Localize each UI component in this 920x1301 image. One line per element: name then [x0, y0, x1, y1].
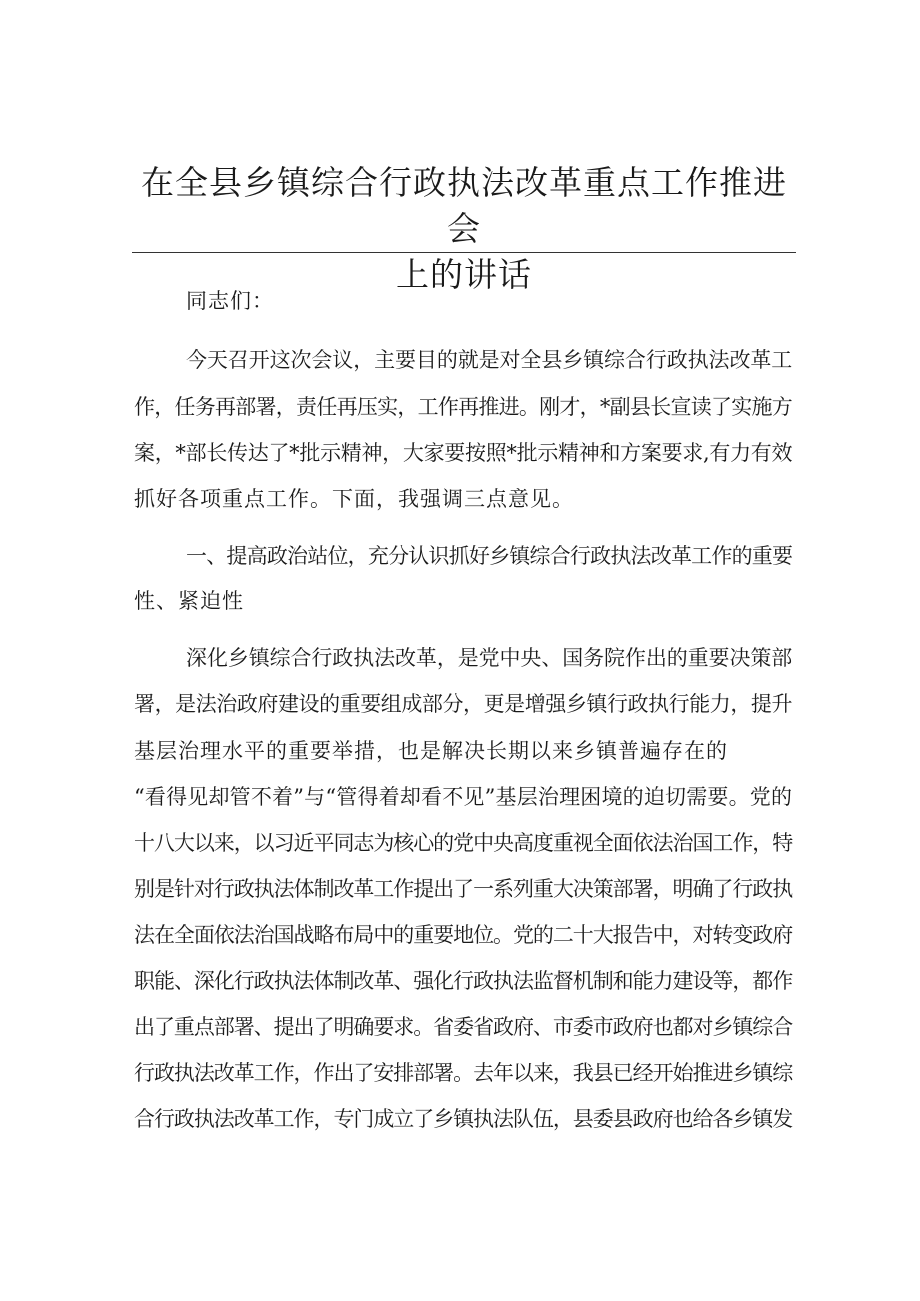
paragraph-line: 十八大以来，以习近平同志为核心的党中央高度重视全面依法治国工作，特 — [134, 831, 792, 855]
paragraph-line: “看得见却管不着”与“管得着却看不见”基层治理困境的迫切需要。党的 — [134, 785, 792, 809]
paragraph-line: 作，任务再部署，责任再压实，工作再推进。刚才，*副县长宣读了实施方 — [134, 395, 792, 419]
paragraph-line: 职能、深化行政执法体制改革、强化行政执法监督机制和能力建设等，都作 — [134, 969, 792, 993]
page-title — [134, 160, 794, 298]
paragraph-line: 行政执法改革工作，作出了安排部署。去年以来，我县已经开始推进乡镇综 — [134, 1061, 792, 1085]
title-line-1: 在全县乡镇综合行政执法改革重点工作推进会 — [141, 163, 787, 248]
paragraph-line: 深化乡镇综合行政执法改革，是党中央、国务院作出的重要决策部 — [186, 646, 792, 670]
title-divider — [132, 252, 796, 253]
paragraph-line: 基层治理水平的重要举措，也是解决长期以来乡镇普遍存在的 — [134, 739, 728, 763]
section-heading-line: 性、紧迫性 — [134, 589, 244, 613]
paragraph-line: 今天召开这次会议，主要目的就是对全县乡镇综合行政执法改革工 — [186, 348, 792, 372]
paragraph-line: 案，*部长传达了*批示精神，大家要按照*批示精神和方案要求,有力有效 — [134, 441, 792, 465]
paragraph-line: 抓好各项重点工作。下面，我强调三点意见。 — [134, 487, 574, 511]
paragraph-line: 别是针对行政执法体制改革工作提出了一系列重大决策部署，明确了行政执 — [134, 877, 792, 901]
paragraph-line: 出了重点部署、提出了明确要求。省委省政府、市委市政府也都对乡镇综合 — [134, 1015, 792, 1039]
paragraph-line: 法在全面依法治国战略布局中的重要地位。党的二十大报告中，对转变政府 — [134, 923, 792, 947]
greeting: 同志们： — [186, 289, 274, 313]
title-line-2: 上的讲话 — [396, 255, 532, 294]
section-heading-line: 一、提高政治站位，充分认识抓好乡镇综合行政执法改革工作的重要 — [186, 544, 792, 568]
paragraph-line: 合行政执法改革工作，专门成立了乡镇执法队伍，县委县政府也给各乡镇发 — [134, 1107, 792, 1131]
paragraph-line: 署，是法治政府建设的重要组成部分，更是增强乡镇行政执行能力，提升 — [134, 692, 792, 716]
